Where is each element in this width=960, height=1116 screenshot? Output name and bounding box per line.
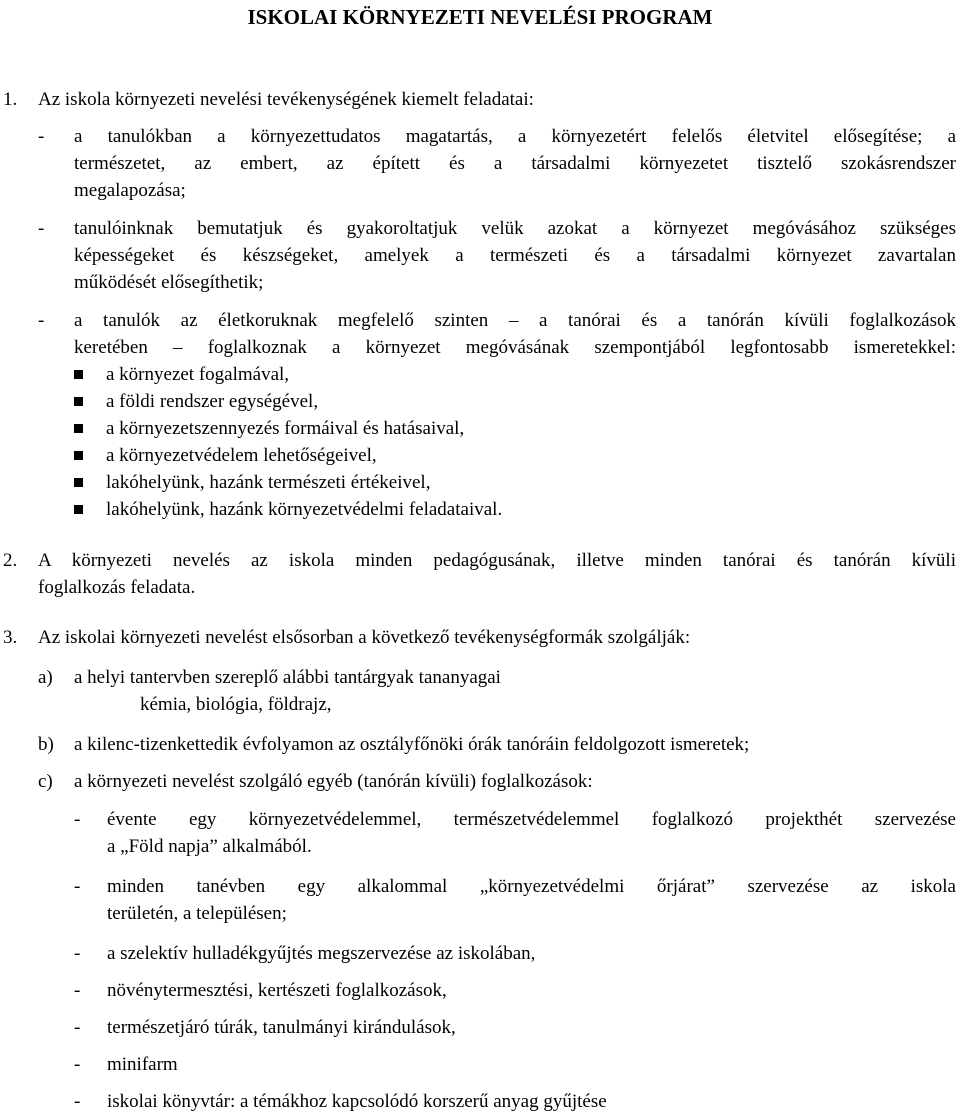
bullet-item: lakóhelyünk, hazánk környezetvédelmi feladataival. [106,499,503,520]
list-item-line: évente egy környezetvédelemmel, természetvédelemmel foglalkozó projekthét szervezése [107,809,956,830]
sublist-label-a: a) [38,667,53,688]
list-item-line: területén, a településen; [107,903,287,924]
square-bullet-icon [74,451,83,460]
page-title: ISKOLAI KÖRNYEZETI NEVELÉSI PROGRAM [247,5,713,29]
section-1-number: 1. [3,89,18,110]
sublist-item-a: a helyi tantervben szereplő alábbi tantárgyak tananyagai [74,667,501,688]
list-dash: - [74,876,81,897]
list-item-line: keretében – foglalkoznak a környezet megóvásának szempontjából legfontosabb ismeretekkel: [74,337,956,358]
list-item-line: minden tanévben egy alkalommal „környezetvédelmi őrjárat” szervezése az iskola [107,876,956,897]
list-item-line: a tanulók az életkoruknak megfelelő szinten – a tanórai és a tanórán kívüli foglalkozások [74,310,956,331]
list-item-line: a tanulókban a környezettudatos magatartás, a környezetért felelős életvitel elősegítése; a [74,126,956,147]
list-item-line: a szelektív hulladékgyűjtés megszervezése az iskolában, [107,943,536,964]
list-dash: - [74,1091,81,1112]
sublist-label-b: b) [38,734,54,755]
list-dash: - [74,1017,81,1038]
list-dash: - [74,809,81,830]
list-item-line: megalapozása; [74,180,186,201]
section-3-heading: Az iskolai környezeti nevelést elsősorban a következő tevékenységformák szolgálják: [38,627,691,648]
sublist-label-c: c) [38,771,53,792]
list-item-line: minifarm [107,1054,178,1075]
square-bullet-icon [74,397,83,406]
bullet-item: a környezetszennyezés formáival és hatásaival, [106,418,465,439]
subjects-list: kémia, biológia, földrajz, [140,694,332,715]
list-item-line: növénytermesztési, kertészeti foglalkozások, [107,980,447,1001]
list-item-line: működését elősegíthetik; [74,272,264,293]
square-bullet-icon [74,370,83,379]
list-dash: - [38,218,45,239]
square-bullet-icon [74,424,83,433]
section-3-number: 3. [3,627,18,648]
section-1-heading: Az iskola környezeti nevelési tevékenységének kiemelt feladatai: [38,89,534,110]
section-2-line: A környezeti nevelés az iskola minden pedagógusának, illetve minden tanórai és tanórán kívüli [38,550,956,571]
list-item-line: a „Föld napja” alkalmából. [107,836,312,857]
sublist-item-b: a kilenc-tizenkettedik évfolyamon az osztályfőnöki órák tanóráin feldolgozott ismeretek; [74,734,750,755]
list-dash: - [38,310,45,331]
list-dash: - [74,1054,81,1075]
list-item-line: tanulóinknak bemutatjuk és gyakoroltatjuk velük azokat a környezet megóvásához szükséges [74,218,956,239]
section-2-number: 2. [3,550,18,571]
square-bullet-icon [74,505,83,514]
section-2-line: foglalkozás feladata. [38,577,196,598]
bullet-item: lakóhelyünk, hazánk természeti értékeivel, [106,472,431,493]
list-item-line: természetet, az embert, az épített és a társadalmi környezetet tisztelő szokásrendszer [74,153,956,174]
list-item-line: képességeket és készségeket, amelyek a természeti és a társadalmi környezet zavartalan [74,245,956,266]
bullet-item: a környezetvédelem lehetőségeivel, [106,445,377,466]
list-item-line: iskolai könyvtár: a témákhoz kapcsolódó korszerű anyag gyűjtése [107,1091,607,1112]
list-dash: - [38,126,45,147]
square-bullet-icon [74,478,83,487]
list-dash: - [74,943,81,964]
list-item-line: természetjáró túrák, tanulmányi kirándulások, [107,1017,456,1038]
bullet-item: a földi rendszer egységével, [106,391,319,412]
bullet-item: a környezet fogalmával, [106,364,290,385]
list-dash: - [74,980,81,1001]
sublist-item-c: a környezeti nevelést szolgáló egyéb (tanórán kívüli) foglalkozások: [74,771,593,792]
